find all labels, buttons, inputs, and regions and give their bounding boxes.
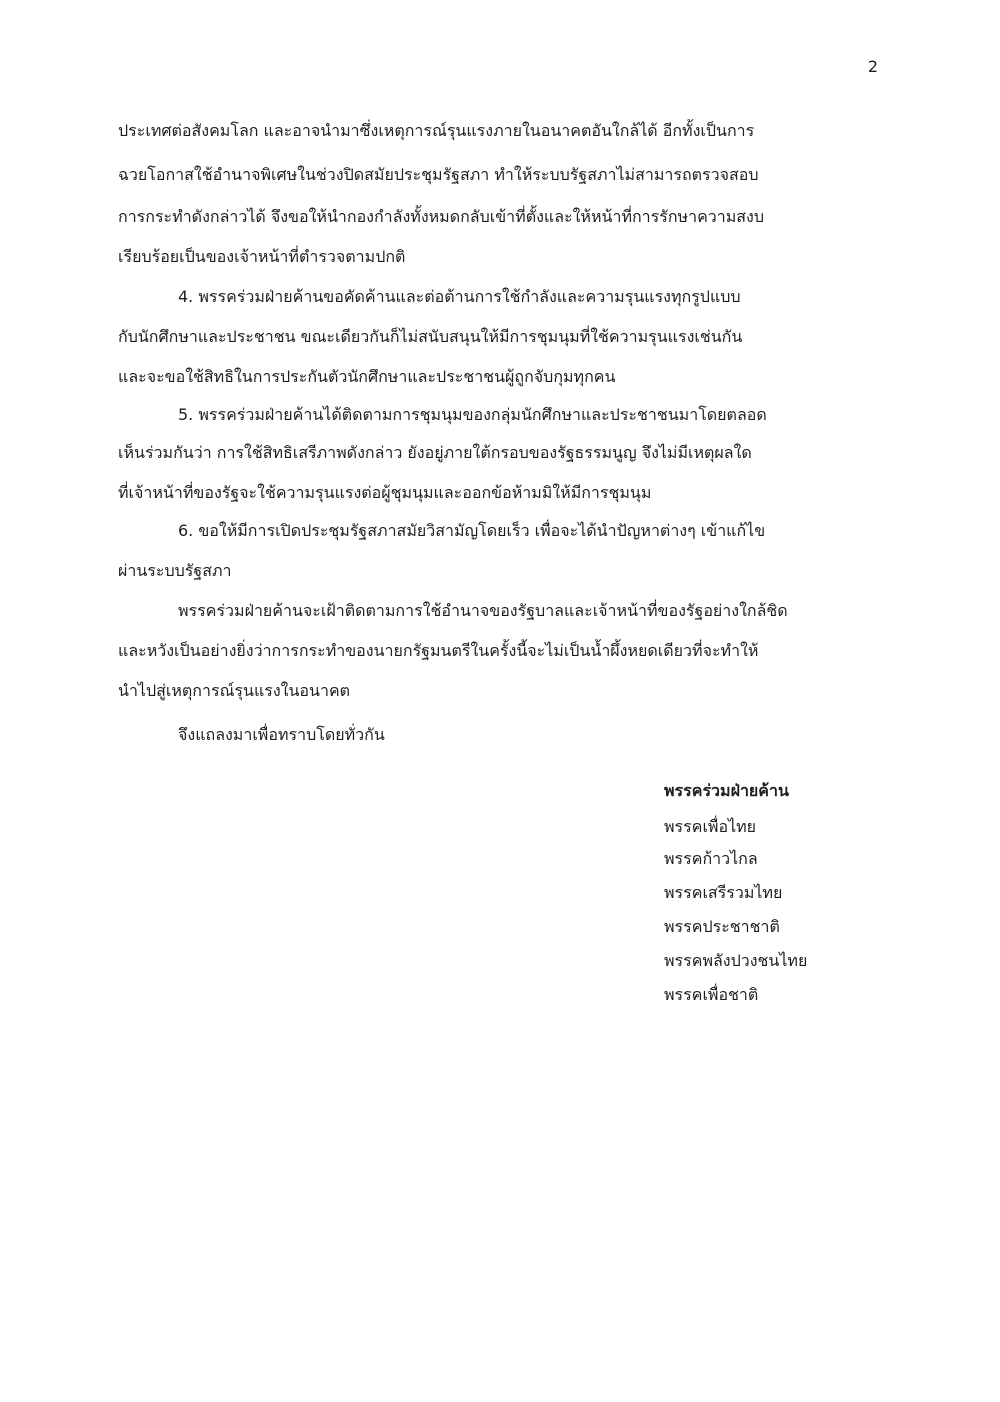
announcement-line: จึงแถลงมาเพื่อทราบโดยทั่วกัน — [178, 725, 385, 744]
closing-paragraph-line: พรรคร่วมฝ่ายค้านจะเฝ้าติดตามการใช้อำนาจของรัฐบาลและเจ้าหน้าที่ของรัฐอย่างใกล้ชิด — [178, 601, 788, 620]
body-line: ที่เจ้าหน้าที่ของรัฐจะใช้ความรุนแรงต่อผู้ชุมนุมและออกข้อห้ามมิให้มีการชุมนุม — [118, 483, 652, 502]
paragraph-5-line: 5. พรรคร่วมฝ่ายค้านได้ติดตามการชุมนุมของกลุ่มนักศึกษาและประชาชนมาโดยตลอด — [178, 405, 767, 424]
signature-party: พรรคก้าวไกล — [664, 849, 758, 868]
page-number: 2 — [867, 57, 878, 76]
body-line: ประเทศต่อสังคมโลก และอาจนำมาซึ่งเหตุการณ์รุนแรงภายในอนาคตอันใกล้ได้ อีกทั้งเป็นการ — [118, 121, 755, 140]
signature-party: พรรคเพื่อไทย — [664, 817, 757, 836]
body-line: เห็นร่วมกันว่า การใช้สิทธิเสรีภาพดังกล่าว ยังอยู่ภายใต้กรอบของรัฐธรรมนูญ จึงไม่มีเหตุผลใด — [118, 443, 752, 462]
body-line: การกระทำดังกล่าวได้ จึงขอให้นำกองกำลังทั้งหมดกลับเข้าที่ตั้งและให้หน้าที่การรักษาความสงบ — [118, 207, 765, 226]
body-line: และหวังเป็นอย่างยิ่งว่าการกระทำของนายกรัฐมนตรีในครั้งนี้จะไม่เป็นน้ำผึ้งหยดเดียวที่จะทำให้ — [118, 641, 759, 660]
paragraph-6-line: 6. ขอให้มีการเปิดประชุมรัฐสภาสมัยวิสามัญโดยเร็ว เพื่อจะได้นำปัญหาต่างๆ เข้าแก้ไข — [178, 521, 766, 540]
signature-heading: พรรคร่วมฝ่ายค้าน — [664, 781, 789, 800]
body-line: กับนักศึกษาและประชาชน ขณะเดียวกันก็ไม่สนับสนุนให้มีการชุมนุมที่ใช้ความรุนแรงเช่นกัน — [118, 327, 743, 346]
body-line: ฉวยโอกาสใช้อำนาจพิเศษในช่วงปิดสมัยประชุมรัฐสภา ทำให้ระบบรัฐสภาไม่สามารถตรวจสอบ — [118, 165, 759, 184]
signature-party: พรรคเพื่อชาติ — [664, 985, 759, 1004]
paragraph-4-line: 4. พรรคร่วมฝ่ายค้านขอคัดค้านและต่อต้านการใช้กำลังและความรุนแรงทุกรูปแบบ — [178, 287, 741, 306]
signature-party: พรรคประชาชาติ — [664, 917, 780, 936]
body-line: นำไปสู่เหตุการณ์รุนแรงในอนาคต — [118, 681, 351, 700]
body-line: และจะขอใช้สิทธิในการประกันตัวนักศึกษาและประชาชนผู้ถูกจับกุมทุกคน — [118, 367, 616, 386]
signature-party: พรรคเสรีรวมไทย — [664, 883, 783, 902]
body-line: ผ่านระบบรัฐสภา — [118, 561, 232, 580]
body-line: เรียบร้อยเป็นของเจ้าหน้าที่ตำรวจตามปกติ — [118, 247, 406, 266]
signature-party: พรรคพลังปวงชนไทย — [664, 951, 808, 970]
